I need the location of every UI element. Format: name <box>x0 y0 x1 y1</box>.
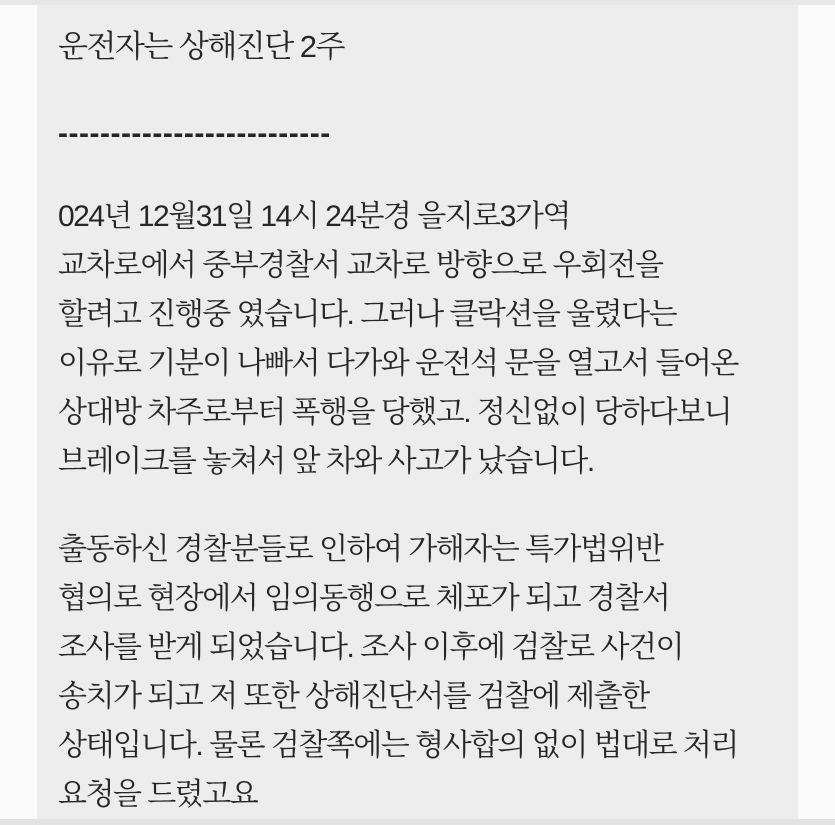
post-title: 운전자는 상해진단 2주 <box>58 29 344 64</box>
text-line: 할려고 진행중 였습니다. 그러나 클락션을 울렸다는 <box>58 298 677 331</box>
dashed-divider: -------------------------- <box>58 117 331 150</box>
text-line: 상태입니다. 물론 검찰쪽에는 형사합의 없이 법대로 처리 <box>58 729 738 762</box>
text-line: 브레이크를 놓쳐서 앞 차와 사고가 났습니다. <box>58 445 594 478</box>
paragraph-aftermath <box>58 525 788 819</box>
text-line: 송치가 되고 저 또한 상해진단서를 검찰에 제출한 <box>58 680 649 713</box>
right-page-margin <box>798 0 835 825</box>
text-line: 교차로에서 중부경찰서 교차로 방향으로 우회전을 <box>58 249 663 282</box>
text-line: 요청을 드렸고요 <box>58 778 258 811</box>
text-line: 출동하신 경찰분들로 인하여 가해자는 특가법위반 <box>58 533 663 566</box>
text-line: 024년 12월31일 14시 24분경 을지로3가역 <box>58 200 570 233</box>
text-line: 조사를 받게 되었습니다. 조사 이후에 검찰로 사건이 <box>58 631 683 664</box>
text-line: 상대방 차주로부터 폭행을 당했고. 정신없이 당하다보니 <box>58 396 732 429</box>
paragraph-incident <box>58 192 788 486</box>
left-page-margin <box>0 0 37 825</box>
post-body <box>58 0 788 819</box>
text-line: 이유로 기분이 나빠서 다가와 운전석 문을 열고서 들어온 <box>58 347 738 380</box>
bottom-edge-shade <box>0 819 835 825</box>
text-line: 협의로 현장에서 임의동행으로 체포가 되고 경찰서 <box>58 582 670 615</box>
